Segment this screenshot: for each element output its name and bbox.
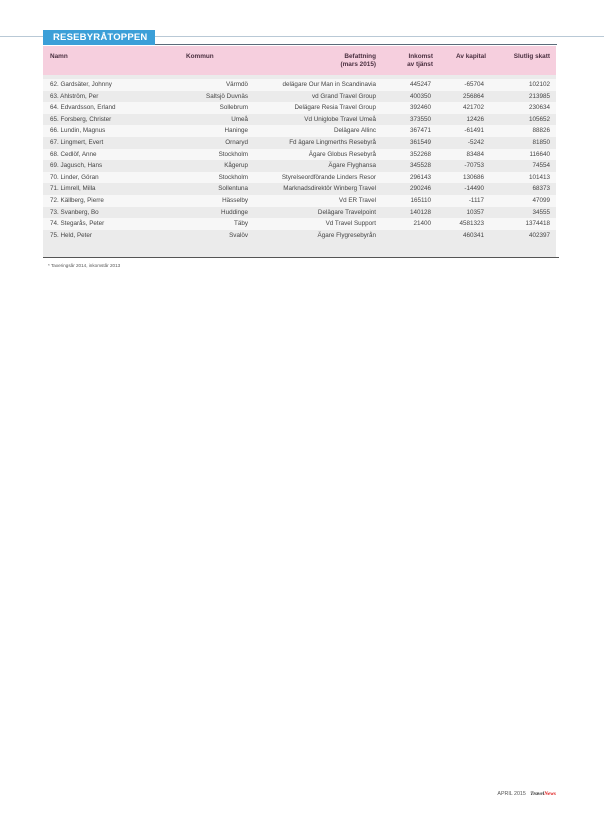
cell-capital: 4581323 xyxy=(459,220,484,228)
brand-logo-part2: News xyxy=(544,791,556,797)
cell-tax: 116640 xyxy=(529,150,550,158)
section-title: RESEBYRÅTOPPEN xyxy=(43,30,155,45)
cell-income: 165110 xyxy=(410,196,431,204)
cell-name: 74. Stegarås, Peter xyxy=(50,220,105,228)
table-row xyxy=(43,160,556,172)
cell-position: Ägare Flygresebyrån xyxy=(317,231,376,239)
cell-income: 296143 xyxy=(409,173,431,181)
table-body xyxy=(43,79,556,241)
cell-tax: 105652 xyxy=(528,115,550,123)
column-header-income-line1: Inkomst xyxy=(408,53,433,60)
cell-capital: 460341 xyxy=(462,231,484,239)
table-bottom-rule xyxy=(43,257,559,258)
cell-tax: 68373 xyxy=(532,185,550,193)
ranking-table xyxy=(43,46,556,257)
cell-name: 73. Svanberg, Bo xyxy=(50,208,99,216)
cell-name: 72. Källberg, Pierre xyxy=(50,196,104,204)
cell-income: 21400 xyxy=(413,220,431,228)
cell-capital: 10357 xyxy=(466,208,484,216)
section-title-rule xyxy=(155,44,557,45)
cell-tax: 74554 xyxy=(532,162,550,170)
cell-capital: -5242 xyxy=(467,138,484,146)
cell-kommun: Saltsjö Duvnäs xyxy=(206,92,248,100)
cell-kommun: Täby xyxy=(234,220,248,228)
cell-capital: 12426 xyxy=(466,115,484,123)
column-header-capital: Av kapital xyxy=(456,53,486,60)
cell-position: Vd Uniglobe Travel Umeå xyxy=(304,115,376,123)
cell-position: Styrelseordförande Linders Resor xyxy=(281,173,376,181)
column-header-income-line2: av tjänst xyxy=(407,61,433,68)
cell-position: Ägare Flyghansa xyxy=(328,162,376,170)
cell-income: 345528 xyxy=(409,162,431,170)
column-header-position-line2: (mars 2015) xyxy=(340,61,376,68)
table-row xyxy=(43,91,556,103)
cell-name: 66. Lundin, Magnus xyxy=(50,127,106,135)
cell-tax: 47099 xyxy=(532,196,550,204)
cell-capital: -65704 xyxy=(464,81,484,88)
cell-name: 65. Forsberg, Christer xyxy=(50,115,112,123)
cell-position: vd Grand Travel Group xyxy=(311,92,376,100)
table-row xyxy=(43,183,556,195)
column-header-name: Namn xyxy=(50,53,68,60)
cell-position: Marknadsdirektör Winberg Travel xyxy=(283,185,376,193)
cell-kommun: Kågerup xyxy=(224,162,248,170)
cell-name: 64. Edvardsson, Erland xyxy=(50,104,116,112)
cell-capital: 130686 xyxy=(462,173,484,181)
cell-kommun: Ornaryd xyxy=(225,138,248,146)
table-row xyxy=(43,230,556,242)
cell-capital: 421702 xyxy=(462,104,484,112)
column-header-position xyxy=(236,53,376,69)
brand-logo xyxy=(530,791,556,797)
cell-position: Ägare Globus Resebyrå xyxy=(308,150,376,158)
column-header-position-line1: Befattning xyxy=(344,53,376,60)
column-header-kommun: Kommun xyxy=(186,53,214,60)
table-row xyxy=(43,218,556,230)
cell-name: 70. Linder, Göran xyxy=(50,173,99,181)
brand-logo-part1: Travel xyxy=(530,791,545,797)
cell-position: Fd ägare Lingmerths Resebyrå xyxy=(289,138,376,146)
cell-position: Vd ER Travel xyxy=(338,196,376,204)
cell-tax: 101413 xyxy=(528,173,550,181)
table-row xyxy=(43,172,556,184)
cell-kommun: Värmdö xyxy=(225,81,248,88)
cell-tax: 102102 xyxy=(528,81,550,88)
cell-name: 75. Held, Peter xyxy=(50,231,93,239)
cell-name: 63. Ahlström, Per xyxy=(50,92,99,100)
cell-capital: 83484 xyxy=(466,150,484,158)
cell-income: 361549 xyxy=(409,138,431,146)
cell-income: 400350 xyxy=(409,92,431,100)
footnote: * Taxeringsår 2014, inkomstår 2013 xyxy=(48,263,121,268)
table-row xyxy=(43,149,556,161)
cell-tax: 88826 xyxy=(532,127,550,135)
cell-capital: -70753 xyxy=(464,162,484,170)
cell-tax: 1374418 xyxy=(525,220,550,228)
cell-tax: 81850 xyxy=(532,138,550,146)
cell-kommun: Umeå xyxy=(231,115,248,123)
cell-income: 140128 xyxy=(409,208,431,216)
cell-name: 69. Jagusch, Hans xyxy=(50,162,103,170)
table-row xyxy=(43,137,556,149)
column-header-income xyxy=(383,53,433,69)
cell-position: delägare Our Man in Scandinavia xyxy=(282,81,376,88)
cell-income: 290246 xyxy=(409,185,431,193)
cell-income: 392460 xyxy=(409,104,431,112)
cell-kommun: Huddinge xyxy=(221,208,248,216)
column-header-tax: Slutlig skatt xyxy=(513,53,550,60)
cell-name: 67. Lingmert, Evert xyxy=(50,138,104,146)
table-row xyxy=(43,195,556,207)
cell-capital: -14490 xyxy=(464,185,484,193)
cell-name: 62. Gardsäter, Johnny xyxy=(50,81,112,88)
cell-position: Delägare Travelpoint xyxy=(317,208,376,216)
cell-tax: 230634 xyxy=(528,104,550,112)
cell-tax: 34555 xyxy=(532,208,550,216)
cell-kommun: Sollebrum xyxy=(219,104,248,112)
cell-income: 373550 xyxy=(409,115,431,123)
cell-tax: 402397 xyxy=(528,231,550,239)
page-footer xyxy=(497,791,556,797)
cell-position: Vd Travel Support xyxy=(325,220,376,228)
cell-kommun: Stockholm xyxy=(218,173,248,181)
cell-position: Delägare Allinc xyxy=(333,127,376,135)
issue-date: APRIL 2015 xyxy=(497,791,526,797)
table-header xyxy=(43,46,556,75)
cell-income: 367471 xyxy=(409,127,431,135)
table-row xyxy=(43,207,556,219)
table-row xyxy=(43,114,556,126)
cell-kommun: Stockholm xyxy=(218,150,248,158)
cell-name: 71. Limrell, Milla xyxy=(50,185,96,193)
table-row xyxy=(43,79,556,91)
cell-capital: 256864 xyxy=(462,92,484,100)
cell-capital: -1117 xyxy=(468,196,484,204)
cell-tax: 213985 xyxy=(528,92,550,100)
cell-name: 68. Cedlöf, Anne xyxy=(50,150,97,158)
cell-kommun: Hässelby xyxy=(222,196,248,204)
cell-income: 352268 xyxy=(409,150,431,158)
cell-income: 445247 xyxy=(409,81,431,88)
cell-kommun: Svalöv xyxy=(229,231,248,239)
cell-capital: -61491 xyxy=(464,127,484,135)
cell-kommun: Haninge xyxy=(224,127,248,135)
cell-position: Delägare Resia Travel Group xyxy=(294,104,376,112)
table-row xyxy=(43,125,556,137)
table-row xyxy=(43,102,556,114)
cell-kommun: Sollentuna xyxy=(218,185,248,193)
